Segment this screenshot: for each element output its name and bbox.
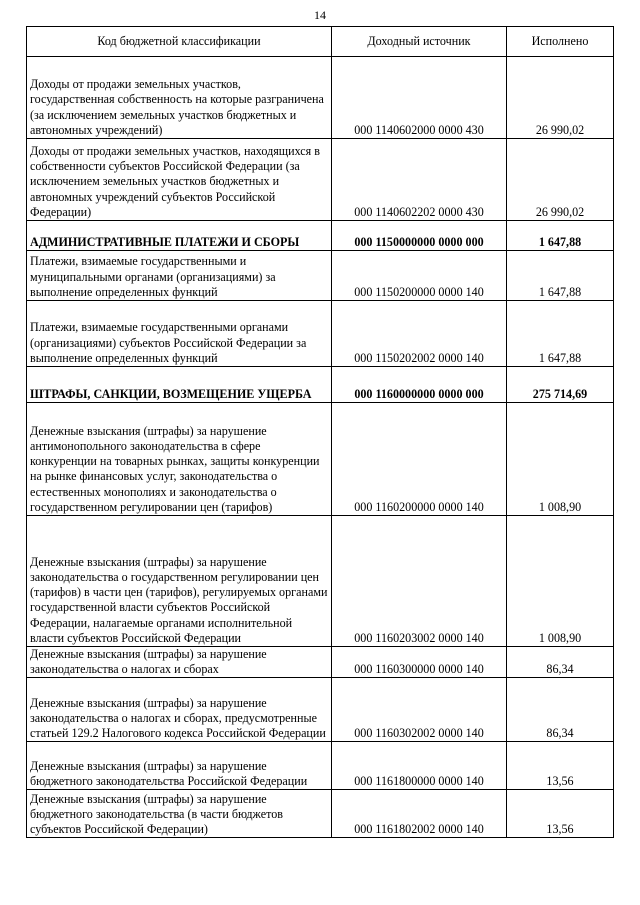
table-row (27, 301, 614, 367)
table-row (27, 57, 614, 139)
row-code: 000 1160000000 0000 000 (332, 367, 507, 403)
row-name: Доходы от продажи земельных участков, государственная собственность на которые разграничена (за исключением земельных участков бюджетных и автономных учреждений) (27, 57, 332, 139)
row-code: 000 1160300000 0000 140 (332, 647, 507, 678)
row-name: АДМИНИСТРАТИВНЫЕ ПЛАТЕЖИ И СБОРЫ (27, 221, 332, 251)
table-row (27, 678, 614, 742)
row-code: 000 1160302002 0000 140 (332, 678, 507, 742)
row-code: 000 1161800000 0000 140 (332, 742, 507, 790)
row-name: ШТРАФЫ, САНКЦИИ, ВОЗМЕЩЕНИЕ УЩЕРБА (27, 367, 332, 403)
row-amount: 1 647,88 (507, 251, 614, 301)
row-name: Денежные взыскания (штрафы) за нарушение бюджетного законодательства Российской Федерации (27, 742, 332, 790)
table-header-row (27, 27, 614, 57)
row-amount: 1 647,88 (507, 221, 614, 251)
table-row (27, 742, 614, 790)
row-code: 000 1150200000 0000 140 (332, 251, 507, 301)
header-classification-code: Код бюджетной классификации (27, 27, 332, 57)
row-code: 000 1150000000 0000 000 (332, 221, 507, 251)
table-row (27, 790, 614, 838)
row-code: 000 1150202002 0000 140 (332, 301, 507, 367)
row-name: Денежные взыскания (штрафы) за нарушение антимонопольного законодательства в сфере конкуренции на товарных рынках, защиты конкуренции на рынке финансовых услуг, законодательства о естественных монополиях и законодательства о государственном регулировании цен (тарифов) (27, 403, 332, 516)
row-code: 000 1140602000 0000 430 (332, 57, 507, 139)
row-name: Денежные взыскания (штрафы) за нарушение законодательства о государственном регулировании цен (тарифов) в части цен (тарифов), регулируемых органами государственной власти субъектов Российской Федерации, налагаемые органами исполнительной власти субъектов Российской Федерации (27, 516, 332, 647)
row-amount: 86,34 (507, 678, 614, 742)
row-amount: 26 990,02 (507, 57, 614, 139)
row-code: 000 1140602202 0000 430 (332, 139, 507, 221)
row-name: Платежи, взимаемые государственными и муниципальными органами (организациями) за выполнение определенных функций (27, 251, 332, 301)
table-row (27, 516, 614, 647)
row-amount: 86,34 (507, 647, 614, 678)
row-amount: 275 714,69 (507, 367, 614, 403)
row-name: Доходы от продажи земельных участков, находящихся в собственности субъектов Российской Федерации (за исключением земельных участков бюджетных и автономных учреждений субъектов Российской Федерации) (27, 139, 332, 221)
table-row (27, 647, 614, 678)
row-name: Денежные взыскания (штрафы) за нарушение бюджетного законодательства (в части бюджетов субъектов Российской Федерации) (27, 790, 332, 838)
page-number: 14 (314, 8, 326, 22)
budget-table (26, 26, 614, 838)
row-name: Денежные взыскания (штрафы) за нарушение законодательства о налогах и сборах, предусмотренные статьей 129.2 Налогового кодекса Российской Федерации (27, 678, 332, 742)
table-row (27, 403, 614, 516)
row-name: Платежи, взимаемые государственными органами (организациями) субъектов Российской Федерации за выполнение определенных функций (27, 301, 332, 367)
table-row (27, 251, 614, 301)
header-revenue-source: Доходный источник (332, 27, 507, 57)
row-amount: 13,56 (507, 790, 614, 838)
table-row-section (27, 367, 614, 403)
row-code: 000 1160203002 0000 140 (332, 516, 507, 647)
row-amount: 1 008,90 (507, 403, 614, 516)
row-amount: 1 647,88 (507, 301, 614, 367)
row-code: 000 1160200000 0000 140 (332, 403, 507, 516)
row-amount: 13,56 (507, 742, 614, 790)
header-executed: Исполнено (507, 27, 614, 57)
row-amount: 26 990,02 (507, 139, 614, 221)
table-row-section (27, 221, 614, 251)
row-amount: 1 008,90 (507, 516, 614, 647)
row-code: 000 1161802002 0000 140 (332, 790, 507, 838)
row-name: Денежные взыскания (штрафы) за нарушение законодательства о налогах и сборах (27, 647, 332, 678)
table-row (27, 139, 614, 221)
